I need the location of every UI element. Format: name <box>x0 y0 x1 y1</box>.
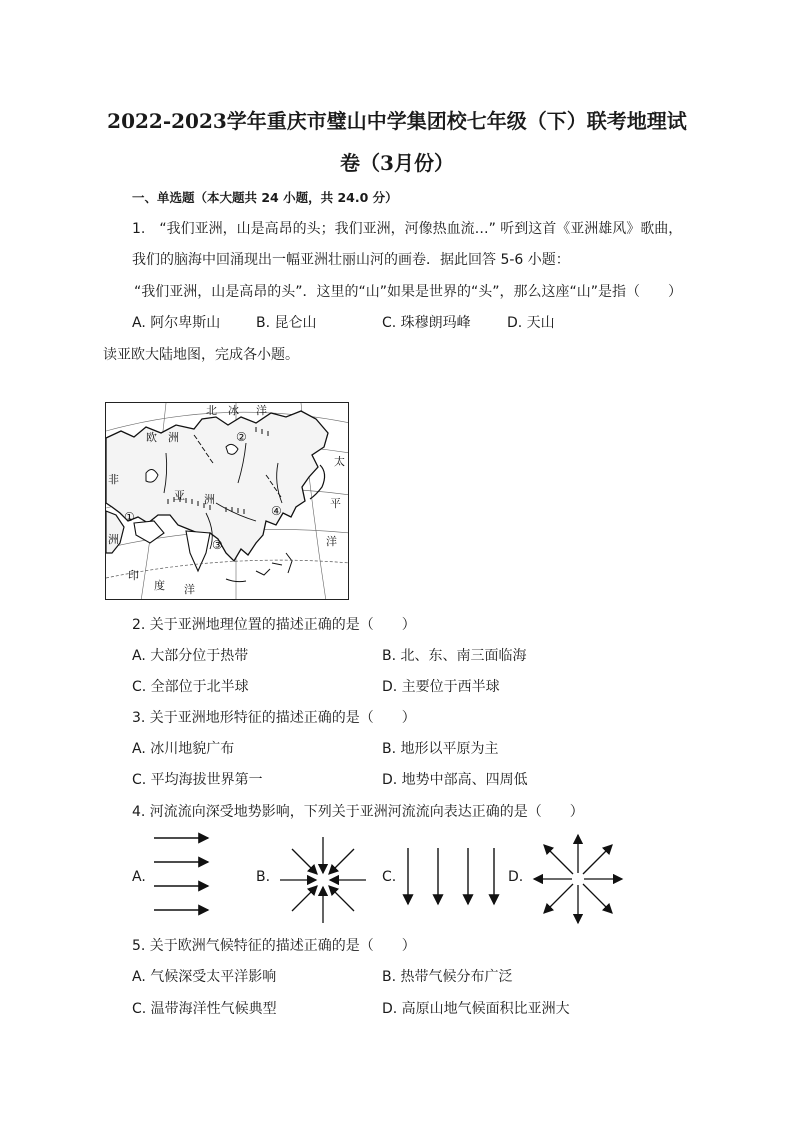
q4-option-a-label[interactable]: A. <box>132 869 146 885</box>
map-marker-2: ② <box>236 430 247 444</box>
map-label-du: 度 <box>154 579 165 592</box>
map-label-yang3: 洋 <box>184 583 195 596</box>
q2-option-d[interactable]: D. 主要位于西半球 <box>382 679 500 695</box>
map-label-ping: 平 <box>330 497 341 510</box>
q1-option-b[interactable]: B. 昆仑山 <box>256 315 317 331</box>
map-label-fei: 非 <box>108 473 119 486</box>
q2-option-b[interactable]: B. 北、东、南三面临海 <box>382 648 527 664</box>
map-label-zhou-fei: 洲 <box>108 533 119 546</box>
map-label-tai: 太 <box>334 455 345 468</box>
q5-option-a[interactable]: A. 气候深受太平洋影响 <box>132 969 277 985</box>
q5-option-b[interactable]: B. 热带气候分布广泛 <box>382 969 513 985</box>
q5-stem: 5. 关于欧洲气候特征的描述正确的是（ ） <box>132 938 416 954</box>
q4-option-c-label[interactable]: C. <box>382 869 397 885</box>
q4-option-b-label[interactable]: B. <box>256 869 271 885</box>
map-intro-text: 读亚欧大陆地图，完成各小题。 <box>103 347 299 363</box>
map-label-bing: 冰 <box>228 404 239 417</box>
q1-option-d[interactable]: D. 天山 <box>507 315 555 331</box>
q5-option-c[interactable]: C. 温带海洋性气候典型 <box>132 1001 277 1017</box>
title-line-1: 2022-2023学年重庆市璧山中学集团校七年级（下）联考地理试 <box>107 109 687 133</box>
q4-option-d-label[interactable]: D. <box>508 869 524 885</box>
map-label-zhou1: 洲 <box>168 431 179 444</box>
q3-option-a[interactable]: A. 冰川地貌广布 <box>132 741 235 757</box>
map-label-zhou2: 洲 <box>204 493 215 506</box>
q1-stem-line-3: “我们亚洲，山是高昂的头”．这里的“山”如果是世界的“头”，那么这座“山”是指（ ） <box>134 284 683 300</box>
q1-option-a[interactable]: A. 阿尔卑斯山 <box>132 315 221 331</box>
q3-option-b[interactable]: B. 地形以平原为主 <box>382 741 499 757</box>
q1-stem-line-1: 1. “我们亚洲，山是高昂的头；我们亚洲，河像热血流…” 听到这首《亚洲雄风》歌曲， <box>132 221 683 237</box>
q4-stem: 4. 河流流向深受地势影响，下列关于亚洲河流流向表达正确的是（ ） <box>132 804 584 820</box>
map-marker-4: ④ <box>271 504 282 518</box>
q2-option-a[interactable]: A. 大部分位于热带 <box>132 648 249 664</box>
diverging-arrows-icon[interactable] <box>532 833 624 925</box>
map-label-ou: 欧 <box>146 431 157 444</box>
map-marker-3: ③ <box>212 538 223 552</box>
map-label-yang1: 洋 <box>256 404 267 417</box>
q1-stem-line-2: 我们的脑海中回涌现出一幅亚洲壮丽山河的画卷．据此回答 5-6 小题： <box>132 252 570 268</box>
q3-option-c[interactable]: C. 平均海拔世界第一 <box>132 772 263 788</box>
section-heading: 一、单选题（本大题共 24 小题，共 24.0 分） <box>132 190 398 205</box>
asia-europe-map <box>105 402 349 600</box>
parallel-down-arrows-icon[interactable] <box>400 844 500 910</box>
q3-stem: 3. 关于亚洲地形特征的描述正确的是（ ） <box>132 710 416 726</box>
q2-option-c[interactable]: C. 全部位于北半球 <box>132 679 249 695</box>
q2-stem: 2. 关于亚洲地理位置的描述正确的是（ ） <box>132 617 416 633</box>
q1-option-c[interactable]: C. 珠穆朗玛峰 <box>382 315 471 331</box>
map-marker-1: ① <box>124 510 135 524</box>
map-label-yin: 印 <box>128 569 139 582</box>
map-label-ya: 亚 <box>174 489 185 502</box>
q3-option-d[interactable]: D. 地势中部高、四周低 <box>382 772 528 788</box>
converging-arrows-icon[interactable] <box>278 835 368 925</box>
parallel-right-arrows-icon[interactable] <box>150 830 214 920</box>
map-label-yang2: 洋 <box>326 535 337 548</box>
q5-option-d[interactable]: D. 高原山地气候面积比亚洲大 <box>382 1001 570 1017</box>
title-line-2: 卷（3月份） <box>340 151 454 175</box>
map-label-bei: 北 <box>206 404 217 417</box>
